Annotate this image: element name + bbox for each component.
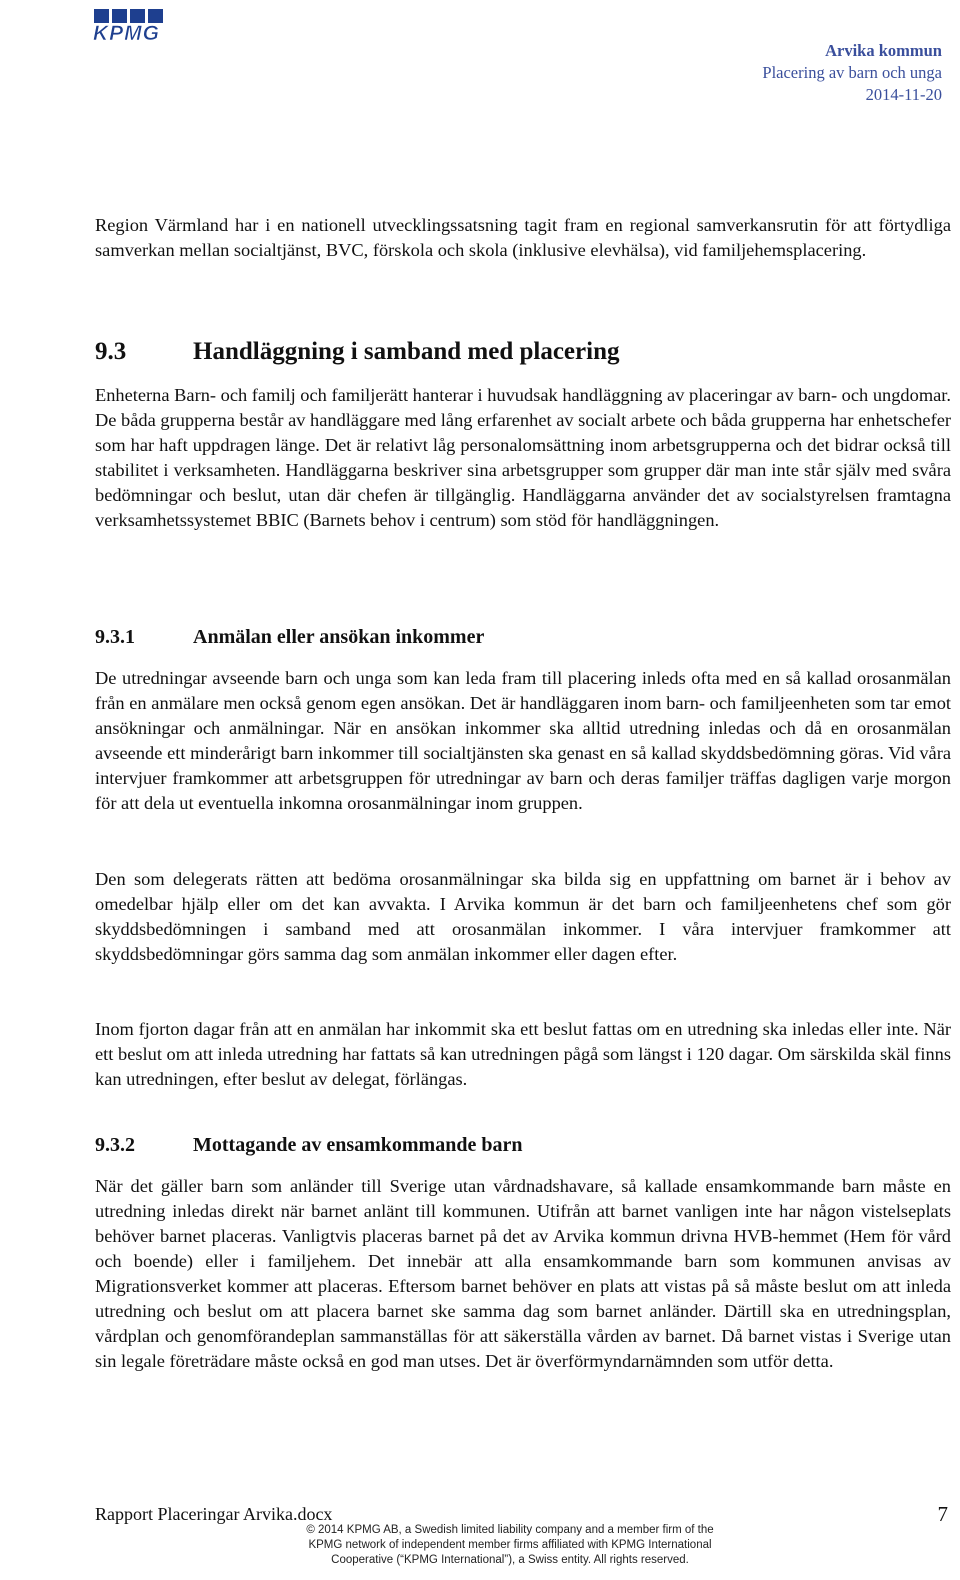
section-number: 9.3.1 bbox=[95, 626, 135, 648]
legal-line: Cooperative (“KPMG International”), a Swiss entity. All rights reserved. bbox=[331, 1554, 689, 1566]
section-title: Mottagande av ensamkommande barn bbox=[193, 1134, 523, 1156]
section-number: 9.3 bbox=[95, 338, 127, 365]
section-title: Anmälan eller ansökan inkommer bbox=[193, 626, 485, 648]
section-9-3-1-paragraph-1: De utredningar avseende barn och unga som kan leda fram till placering inleds ofta med en så kallad orosanmälan från en anmälare men också genom egen ansökan. Det är handläggaren inom barn- och familjeenheten som tar emot ansökningar och anmälningar. När en ansökan inkommer ska alltid utredning inledas och då en orosanmälan avseende ett minderårigt barn inkommer till socialtjänsten ska genast en så kallad skyddsbedömning göras. Vid våra intervjuer framkommer att arbetsgruppen för utredningar av barn och deras familjer träffas dagligen varje morgon för att dela ut eventuella inkomna orosanmälningar inom gruppen. bbox=[95, 668, 951, 813]
intro-paragraph: Region Värmland har i en nationell utvecklingssatsning tagit fram en regional samverkansrutin för att förtydliga samverkan mellan socialtjänst, BVC, förskola och skola (inklusive elevhälsa), vid familjehemsplacering. bbox=[95, 215, 951, 260]
header-org: Arvika kommun bbox=[825, 41, 942, 60]
header-subtitle: Placering av barn och unga bbox=[762, 63, 942, 82]
header-date: 2014-11-20 bbox=[865, 85, 942, 104]
document-header bbox=[762, 40, 942, 106]
section-9-3-1-paragraph-2: Den som delegerats rätten att bedöma orosanmälningar ska bilda sig en uppfattning om barnet är i behov av omedelbar hjälp eller om det kan avvakta. I Arvika kommun är det barn och familjeenhetens chef som gör skyddsbedömningen i samband med att orosanmälan inkommer. I våra intervjuer framkommer att skyddsbedömningar görs samma dag som anmälan inkommer eller dagen efter. bbox=[95, 869, 951, 964]
legal-line: KPMG network of independent member firms affiliated with KPMG International bbox=[308, 1539, 712, 1551]
section-9-3-1-paragraph-3: Inom fjorton dagar från att en anmälan har inkommit ska ett beslut fattas om en utredning ska inledas eller inte. När ett beslut om att inleda utredning har fattats så kan utredningen pågå som längst i 120 dagar. Om särskilda skäl finns kan utredningen, efter beslut av delegat, förlängas. bbox=[95, 1019, 951, 1089]
logo-text: KPMG bbox=[93, 22, 160, 41]
section-9-3-paragraph: Enheterna Barn- och familj och familjerätt hanterar i huvudsak handläggning av placeringar av barn- och ungdomar. De båda grupperna består av handläggare med lång erfarenhet av socialt arbete och båda grupperna har enhetschefer som har haft uppdragen länge. Det är relativt låg personalomsättning inom arbetsgrupperna och det bidrar också till stabilitet i verksamheten. Handläggarna beskriver sina arbetsgrupper som grupper där man inte står själv med svåra bedömningar och beslut, utan där chefen är tillgänglig. Handläggarna använder det av socialstyrelsen framtagna verksamhetssystemet BBIC (Barnets behov i centrum) som stöd för handläggningen. bbox=[95, 385, 951, 530]
section-9-3-2-paragraph: När det gäller barn som anländer till Sverige utan vårdnadshavare, så kallade ensamkommande barn måste en utredning inledas direkt när barnet anlänt till kommunen. Utifrån att barnet vanligen inte har någon vistelseplats behöver barnet placeras. Vanligtvis placeras barnet på det av Arvika kommun drivna HVB-hemmet (Hem för vård och boende) eller i familjehem. Det innebär att alla ensamkommande barn som kommunen anvisas av Migrationsverket kommer att placeras. Eftersom barnet behöver en plats att vistas på så måste beslut om att inleda utredning och beslut om att placera barnet ske samma dag som barnet anländer. Därtill ska en utredningsplan, vårdplan och genomförandeplan sammanställas för att säkerställa vården av barnet. Då barnet vistas i Sverige utan sin legale företrädare måste också en god man utses. Det är överförmyndarnämnden som utför detta. bbox=[95, 1176, 951, 1371]
section-title: Handläggning i samband med placering bbox=[193, 338, 620, 365]
legal-line: © 2014 KPMG AB, a Swedish limited liability company and a member firm of the bbox=[306, 1524, 714, 1536]
kpmg-logo bbox=[92, 7, 182, 41]
footer-file-name: Rapport Placeringar Arvika.docx bbox=[95, 1504, 333, 1524]
footer-legal-notice bbox=[290, 1523, 730, 1568]
section-number: 9.3.2 bbox=[95, 1134, 135, 1156]
section-heading-9-3 bbox=[95, 338, 619, 366]
page-number: 7 bbox=[937, 1502, 948, 1526]
